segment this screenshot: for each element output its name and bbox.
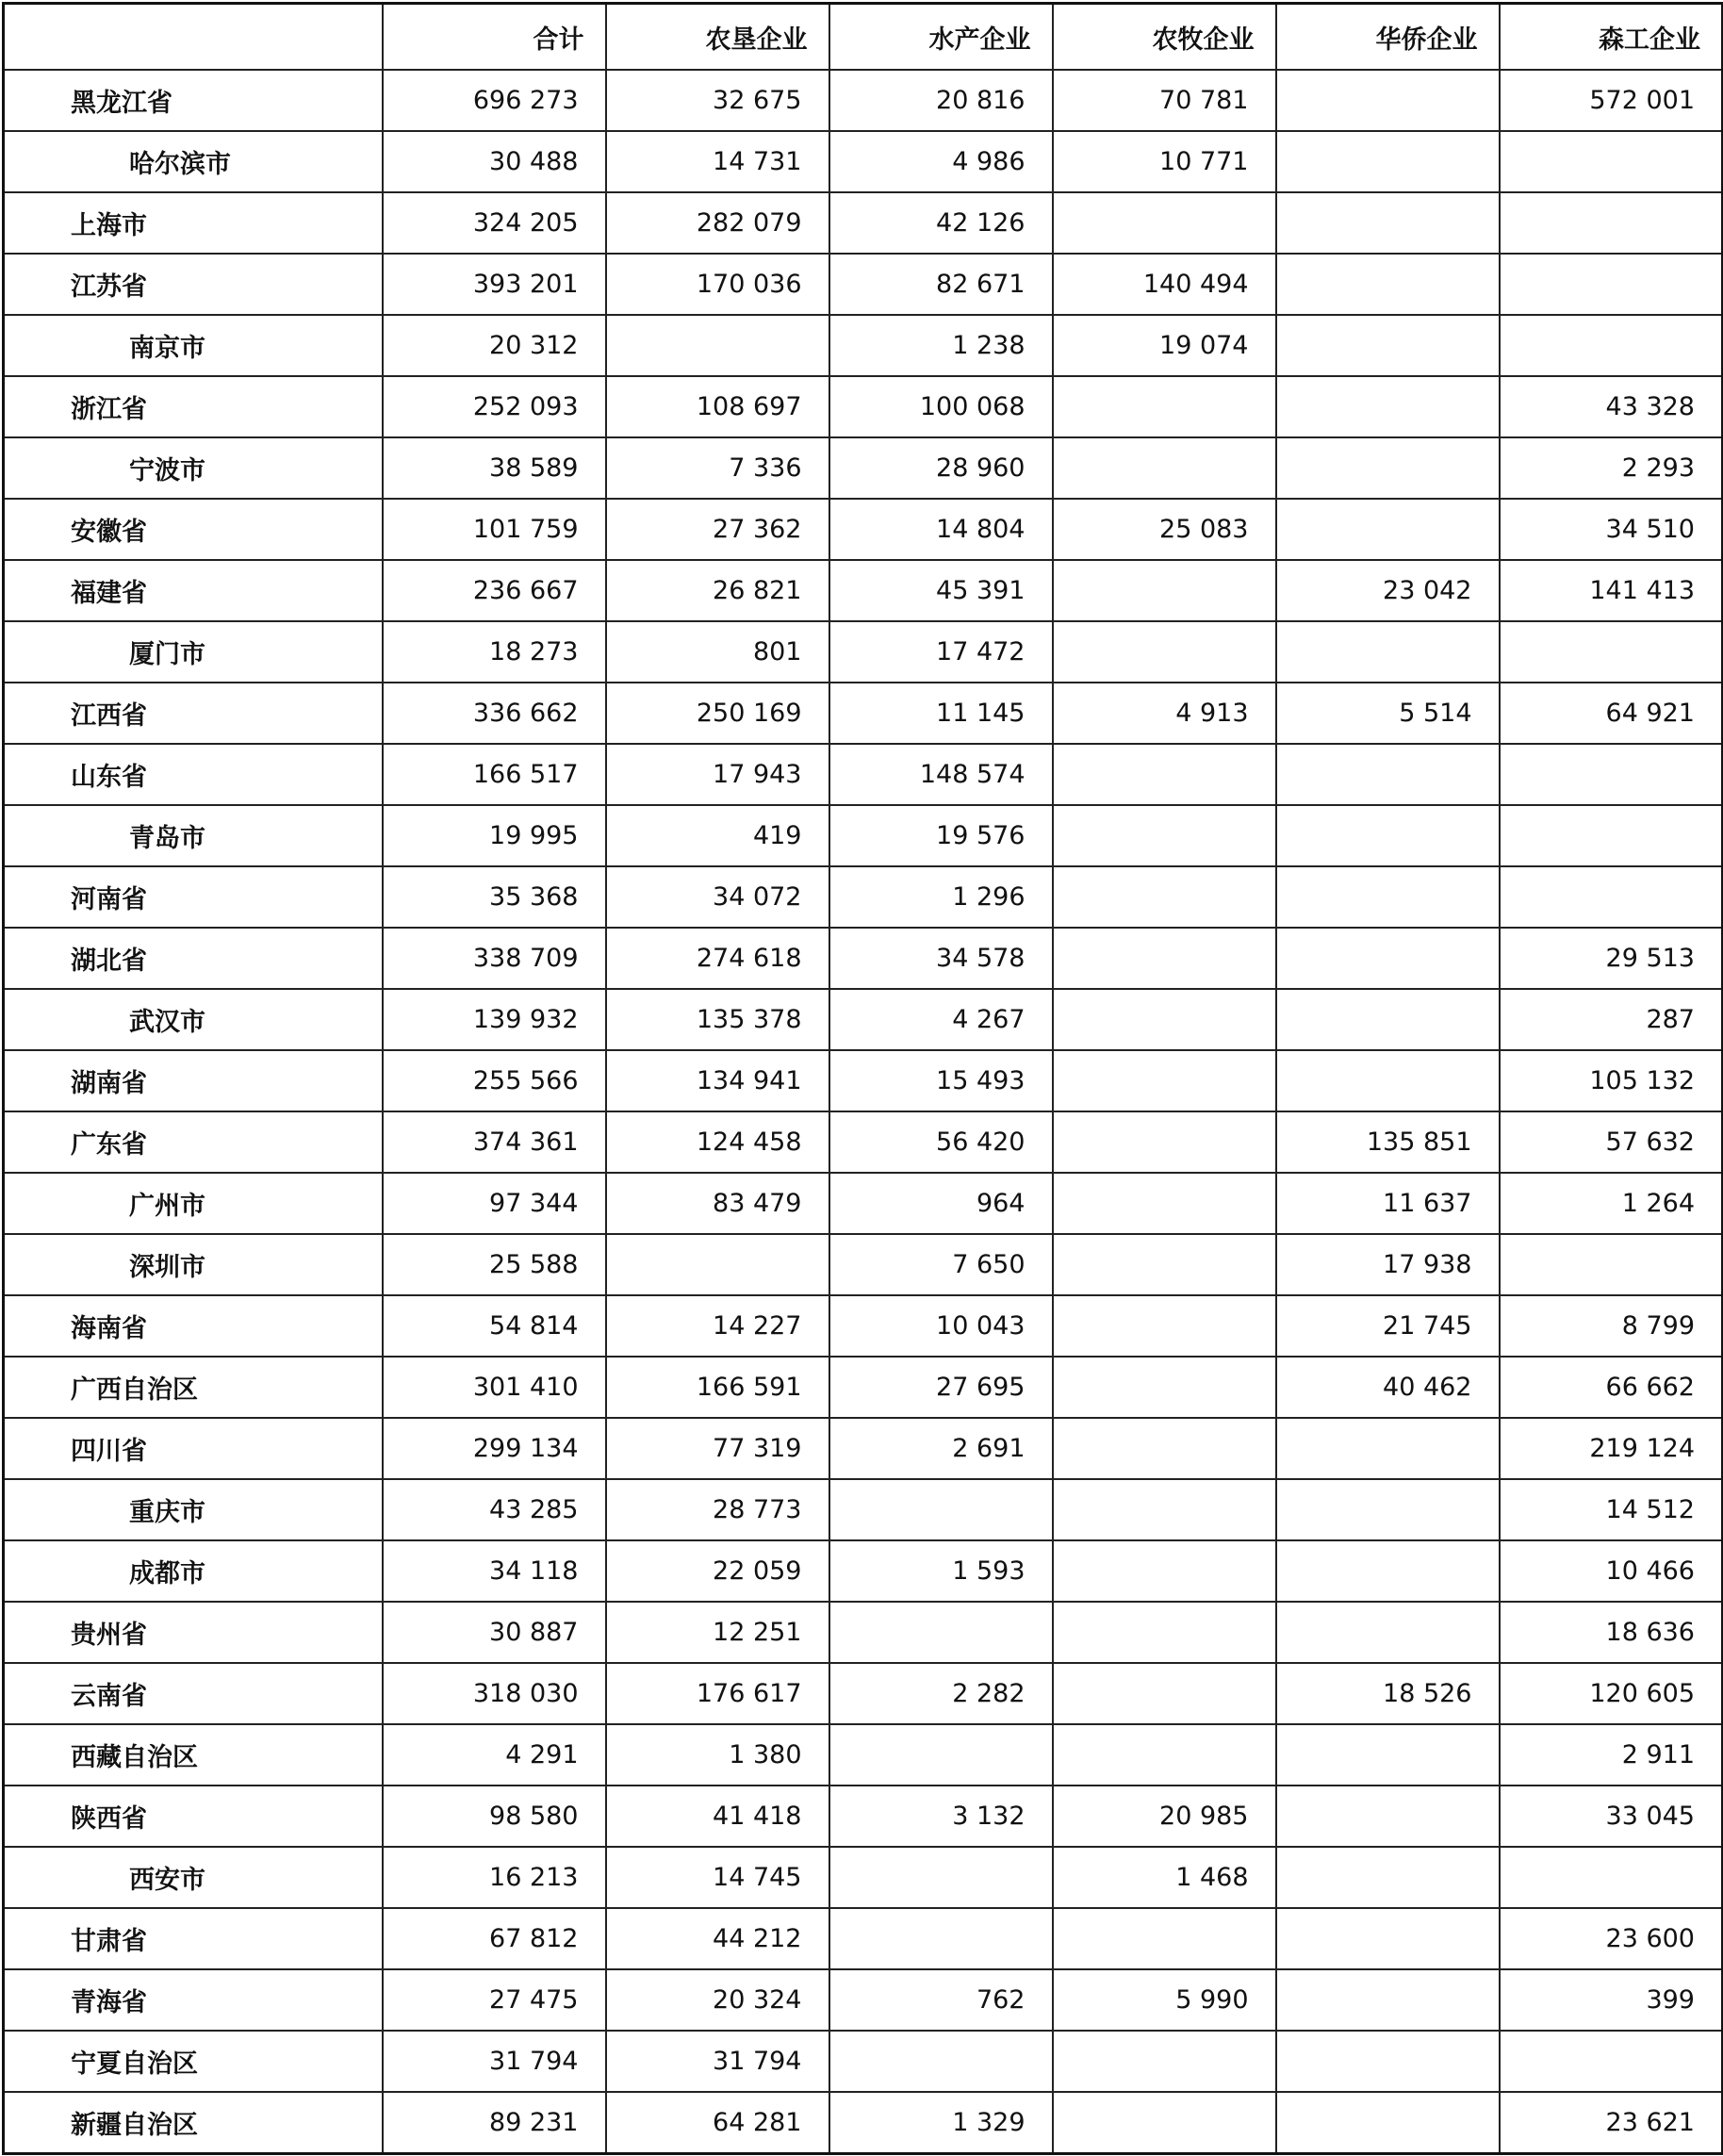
value-cell-forestry [1500,866,1723,928]
value-cell-aquatic: 2 282 [829,1663,1053,1724]
value-cell-overseas-chinese [1276,928,1500,989]
value-cell-total: 34 118 [383,1540,606,1602]
region-name-cell: 南京市 [4,315,383,376]
header-cell-agri-livestock: 农牧企业 [1053,4,1276,71]
value-cell-aquatic: 15 493 [829,1050,1053,1111]
value-cell-forestry: 33 045 [1500,1786,1723,1847]
value-cell-agri-livestock: 19 074 [1053,315,1276,376]
value-cell-forestry: 219 124 [1500,1418,1723,1479]
value-cell-overseas-chinese [1276,1786,1500,1847]
region-name-cell: 浙江省 [4,376,383,437]
value-cell-forestry: 66 662 [1500,1357,1723,1418]
value-cell-forestry: 2 911 [1500,1724,1723,1786]
table-row [4,499,1723,560]
value-cell-aquatic: 1 238 [829,315,1053,376]
value-cell-forestry [1500,805,1723,866]
value-cell-aquatic [829,1479,1053,1540]
table-header [4,4,1723,71]
value-cell-land-reclamation: 108 697 [606,376,829,437]
table-row [4,131,1723,192]
value-cell-agri-livestock: 140 494 [1053,254,1276,315]
value-cell-aquatic: 28 960 [829,437,1053,499]
value-cell-total: 30 488 [383,131,606,192]
table-row [4,1663,1723,1724]
value-cell-land-reclamation: 44 212 [606,1908,829,1969]
value-cell-total: 20 312 [383,315,606,376]
table-row [4,1724,1723,1786]
value-cell-forestry [1500,192,1723,254]
value-cell-land-reclamation: 41 418 [606,1786,829,1847]
value-cell-total: 336 662 [383,683,606,744]
value-cell-agri-livestock [1053,621,1276,683]
value-cell-total: 30 887 [383,1602,606,1663]
value-cell-land-reclamation: 282 079 [606,192,829,254]
value-cell-forestry: 2 293 [1500,437,1723,499]
value-cell-total: 166 517 [383,744,606,805]
value-cell-overseas-chinese [1276,2031,1500,2092]
value-cell-agri-livestock [1053,2031,1276,2092]
value-cell-agri-livestock [1053,1602,1276,1663]
value-cell-land-reclamation: 274 618 [606,928,829,989]
value-cell-total: 236 667 [383,560,606,621]
value-cell-land-reclamation: 34 072 [606,866,829,928]
value-cell-land-reclamation: 20 324 [606,1969,829,2031]
value-cell-aquatic: 762 [829,1969,1053,2031]
region-name-cell: 安徽省 [4,499,383,560]
value-cell-land-reclamation: 32 675 [606,70,829,131]
value-cell-overseas-chinese [1276,499,1500,560]
value-cell-overseas-chinese [1276,376,1500,437]
value-cell-total: 89 231 [383,2092,606,2154]
value-cell-land-reclamation: 801 [606,621,829,683]
value-cell-aquatic: 11 145 [829,683,1053,744]
value-cell-aquatic [829,2031,1053,2092]
table-body [4,70,1723,2154]
value-cell-aquatic: 17 472 [829,621,1053,683]
value-cell-land-reclamation: 12 251 [606,1602,829,1663]
value-cell-overseas-chinese [1276,192,1500,254]
value-cell-agri-livestock: 1 468 [1053,1847,1276,1908]
region-name-cell: 陕西省 [4,1786,383,1847]
value-cell-overseas-chinese [1276,131,1500,192]
value-cell-agri-livestock [1053,1908,1276,1969]
value-cell-overseas-chinese [1276,989,1500,1050]
value-cell-land-reclamation [606,315,829,376]
value-cell-agri-livestock: 4 913 [1053,683,1276,744]
value-cell-forestry: 64 921 [1500,683,1723,744]
header-cell-aquatic: 水产企业 [829,4,1053,71]
region-name-cell: 武汉市 [4,989,383,1050]
value-cell-overseas-chinese [1276,1602,1500,1663]
value-cell-overseas-chinese: 17 938 [1276,1234,1500,1295]
table-row [4,1479,1723,1540]
value-cell-aquatic: 56 420 [829,1111,1053,1173]
value-cell-forestry [1500,744,1723,805]
value-cell-aquatic: 3 132 [829,1786,1053,1847]
value-cell-forestry: 23 600 [1500,1908,1723,1969]
value-cell-overseas-chinese: 18 526 [1276,1663,1500,1724]
value-cell-land-reclamation: 77 319 [606,1418,829,1479]
value-cell-land-reclamation: 26 821 [606,560,829,621]
value-cell-total: 374 361 [383,1111,606,1173]
table-row [4,192,1723,254]
value-cell-aquatic: 14 804 [829,499,1053,560]
value-cell-aquatic [829,1847,1053,1908]
table-row [4,989,1723,1050]
value-cell-agri-livestock [1053,1479,1276,1540]
value-cell-overseas-chinese [1276,254,1500,315]
value-cell-land-reclamation: 22 059 [606,1540,829,1602]
value-cell-overseas-chinese [1276,437,1500,499]
region-name-cell: 云南省 [4,1663,383,1724]
table-row [4,1418,1723,1479]
value-cell-overseas-chinese [1276,1969,1500,2031]
value-cell-agri-livestock [1053,437,1276,499]
value-cell-overseas-chinese: 40 462 [1276,1357,1500,1418]
header-cell-region [4,4,383,71]
value-cell-land-reclamation: 134 941 [606,1050,829,1111]
table-row [4,1540,1723,1602]
value-cell-total: 67 812 [383,1908,606,1969]
table-row [4,560,1723,621]
table-row [4,1357,1723,1418]
table-row [4,2031,1723,2092]
value-cell-land-reclamation: 14 227 [606,1295,829,1357]
value-cell-agri-livestock [1053,192,1276,254]
value-cell-forestry [1500,254,1723,315]
value-cell-agri-livestock [1053,744,1276,805]
value-cell-total: 4 291 [383,1724,606,1786]
value-cell-land-reclamation [606,1234,829,1295]
value-cell-agri-livestock [1053,2092,1276,2154]
value-cell-total: 301 410 [383,1357,606,1418]
value-cell-total: 54 814 [383,1295,606,1357]
region-name-cell: 广州市 [4,1173,383,1234]
value-cell-agri-livestock [1053,1111,1276,1173]
value-cell-land-reclamation: 17 943 [606,744,829,805]
value-cell-forestry [1500,315,1723,376]
region-name-cell: 宁夏自治区 [4,2031,383,2092]
value-cell-aquatic: 45 391 [829,560,1053,621]
region-name-cell: 四川省 [4,1418,383,1479]
value-cell-aquatic: 1 593 [829,1540,1053,1602]
value-cell-forestry: 105 132 [1500,1050,1723,1111]
value-cell-forestry [1500,1234,1723,1295]
region-name-cell: 湖南省 [4,1050,383,1111]
value-cell-total: 97 344 [383,1173,606,1234]
value-cell-aquatic: 4 267 [829,989,1053,1050]
value-cell-forestry: 23 621 [1500,2092,1723,2154]
value-cell-land-reclamation: 135 378 [606,989,829,1050]
value-cell-forestry: 141 413 [1500,560,1723,621]
value-cell-land-reclamation: 124 458 [606,1111,829,1173]
value-cell-aquatic: 20 816 [829,70,1053,131]
value-cell-total: 38 589 [383,437,606,499]
value-cell-total: 696 273 [383,70,606,131]
value-cell-overseas-chinese: 21 745 [1276,1295,1500,1357]
value-cell-agri-livestock: 25 083 [1053,499,1276,560]
region-name-cell: 甘肃省 [4,1908,383,1969]
value-cell-total: 98 580 [383,1786,606,1847]
value-cell-overseas-chinese: 11 637 [1276,1173,1500,1234]
value-cell-total: 31 794 [383,2031,606,2092]
region-name-cell: 成都市 [4,1540,383,1602]
table-row [4,315,1723,376]
value-cell-overseas-chinese [1276,866,1500,928]
region-name-cell: 广西自治区 [4,1357,383,1418]
value-cell-land-reclamation: 28 773 [606,1479,829,1540]
value-cell-land-reclamation: 419 [606,805,829,866]
value-cell-total: 393 201 [383,254,606,315]
value-cell-aquatic: 148 574 [829,744,1053,805]
region-name-cell: 福建省 [4,560,383,621]
region-name-cell: 湖北省 [4,928,383,989]
table-row [4,928,1723,989]
value-cell-agri-livestock [1053,560,1276,621]
value-cell-land-reclamation: 250 169 [606,683,829,744]
region-name-cell: 新疆自治区 [4,2092,383,2154]
table-row [4,1847,1723,1908]
value-cell-total: 139 932 [383,989,606,1050]
value-cell-overseas-chinese [1276,2092,1500,2154]
value-cell-overseas-chinese: 135 851 [1276,1111,1500,1173]
value-cell-aquatic: 964 [829,1173,1053,1234]
value-cell-agri-livestock [1053,866,1276,928]
value-cell-aquatic: 4 986 [829,131,1053,192]
value-cell-aquatic: 82 671 [829,254,1053,315]
value-cell-overseas-chinese [1276,1418,1500,1479]
value-cell-total: 18 273 [383,621,606,683]
value-cell-forestry: 399 [1500,1969,1723,2031]
table-row [4,2092,1723,2154]
region-name-cell: 厦门市 [4,621,383,683]
value-cell-aquatic: 19 576 [829,805,1053,866]
value-cell-land-reclamation: 176 617 [606,1663,829,1724]
value-cell-forestry: 14 512 [1500,1479,1723,1540]
region-name-cell: 西藏自治区 [4,1724,383,1786]
table-row [4,376,1723,437]
table-row [4,744,1723,805]
value-cell-land-reclamation: 170 036 [606,254,829,315]
value-cell-forestry: 8 799 [1500,1295,1723,1357]
value-cell-total: 35 368 [383,866,606,928]
region-name-cell: 青海省 [4,1969,383,2031]
region-name-cell: 哈尔滨市 [4,131,383,192]
table-row [4,1111,1723,1173]
value-cell-forestry: 57 632 [1500,1111,1723,1173]
header-cell-land-reclamation: 农垦企业 [606,4,829,71]
value-cell-total: 101 759 [383,499,606,560]
value-cell-overseas-chinese [1276,1724,1500,1786]
table-row [4,254,1723,315]
region-name-cell: 黑龙江省 [4,70,383,131]
value-cell-overseas-chinese [1276,70,1500,131]
value-cell-total: 25 588 [383,1234,606,1295]
value-cell-agri-livestock [1053,1663,1276,1724]
region-name-cell: 青岛市 [4,805,383,866]
value-cell-total: 338 709 [383,928,606,989]
value-cell-total: 252 093 [383,376,606,437]
table-row [4,437,1723,499]
table-row [4,866,1723,928]
value-cell-total: 299 134 [383,1418,606,1479]
value-cell-forestry: 120 605 [1500,1663,1723,1724]
value-cell-overseas-chinese [1276,621,1500,683]
value-cell-agri-livestock [1053,1050,1276,1111]
value-cell-aquatic: 42 126 [829,192,1053,254]
value-cell-forestry [1500,621,1723,683]
region-name-cell: 贵州省 [4,1602,383,1663]
value-cell-land-reclamation: 166 591 [606,1357,829,1418]
value-cell-land-reclamation: 7 336 [606,437,829,499]
value-cell-total: 255 566 [383,1050,606,1111]
value-cell-overseas-chinese [1276,315,1500,376]
value-cell-forestry: 43 328 [1500,376,1723,437]
value-cell-agri-livestock: 5 990 [1053,1969,1276,2031]
value-cell-land-reclamation: 64 281 [606,2092,829,2154]
value-cell-forestry: 29 513 [1500,928,1723,989]
value-cell-forestry: 18 636 [1500,1602,1723,1663]
value-cell-land-reclamation: 1 380 [606,1724,829,1786]
value-cell-overseas-chinese: 5 514 [1276,683,1500,744]
value-cell-overseas-chinese [1276,1540,1500,1602]
value-cell-forestry [1500,131,1723,192]
value-cell-aquatic: 10 043 [829,1295,1053,1357]
value-cell-agri-livestock [1053,1357,1276,1418]
enterprise-statistics-table [2,2,1723,2155]
region-name-cell: 深圳市 [4,1234,383,1295]
value-cell-overseas-chinese [1276,1847,1500,1908]
value-cell-agri-livestock [1053,1234,1276,1295]
region-name-cell: 宁波市 [4,437,383,499]
table-row [4,621,1723,683]
value-cell-land-reclamation: 83 479 [606,1173,829,1234]
region-name-cell: 江西省 [4,683,383,744]
value-cell-overseas-chinese [1276,1479,1500,1540]
region-name-cell: 重庆市 [4,1479,383,1540]
value-cell-overseas-chinese [1276,1908,1500,1969]
region-name-cell: 山东省 [4,744,383,805]
value-cell-forestry: 10 466 [1500,1540,1723,1602]
table-row [4,1969,1723,2031]
value-cell-agri-livestock [1053,1540,1276,1602]
table-row [4,805,1723,866]
value-cell-aquatic: 7 650 [829,1234,1053,1295]
value-cell-forestry [1500,1847,1723,1908]
value-cell-overseas-chinese: 23 042 [1276,560,1500,621]
value-cell-land-reclamation: 14 731 [606,131,829,192]
value-cell-total: 27 475 [383,1969,606,2031]
value-cell-agri-livestock [1053,1295,1276,1357]
value-cell-agri-livestock [1053,805,1276,866]
region-name-cell: 海南省 [4,1295,383,1357]
value-cell-forestry: 287 [1500,989,1723,1050]
table-row [4,70,1723,131]
table-row [4,1295,1723,1357]
value-cell-agri-livestock: 10 771 [1053,131,1276,192]
value-cell-agri-livestock [1053,989,1276,1050]
value-cell-agri-livestock [1053,1173,1276,1234]
region-name-cell: 广东省 [4,1111,383,1173]
value-cell-land-reclamation: 14 745 [606,1847,829,1908]
value-cell-land-reclamation: 27 362 [606,499,829,560]
value-cell-total: 19 995 [383,805,606,866]
value-cell-aquatic: 1 329 [829,2092,1053,2154]
value-cell-total: 16 213 [383,1847,606,1908]
value-cell-total: 324 205 [383,192,606,254]
value-cell-aquatic: 2 691 [829,1418,1053,1479]
value-cell-agri-livestock: 70 781 [1053,70,1276,131]
value-cell-agri-livestock [1053,376,1276,437]
region-name-cell: 河南省 [4,866,383,928]
value-cell-overseas-chinese [1276,744,1500,805]
value-cell-aquatic: 34 578 [829,928,1053,989]
header-cell-overseas-chinese: 华侨企业 [1276,4,1500,71]
region-name-cell: 上海市 [4,192,383,254]
table-row [4,683,1723,744]
value-cell-aquatic [829,1602,1053,1663]
value-cell-agri-livestock: 20 985 [1053,1786,1276,1847]
region-name-cell: 江苏省 [4,254,383,315]
value-cell-forestry: 1 264 [1500,1173,1723,1234]
header-row [4,4,1723,71]
header-cell-forestry: 森工企业 [1500,4,1723,71]
region-name-cell: 西安市 [4,1847,383,1908]
value-cell-aquatic [829,1724,1053,1786]
value-cell-total: 318 030 [383,1663,606,1724]
table-row [4,1602,1723,1663]
table-row [4,1050,1723,1111]
table-row [4,1173,1723,1234]
table-row [4,1786,1723,1847]
value-cell-overseas-chinese [1276,805,1500,866]
value-cell-overseas-chinese [1276,1050,1500,1111]
value-cell-agri-livestock [1053,1724,1276,1786]
value-cell-forestry: 572 001 [1500,70,1723,131]
table-row [4,1908,1723,1969]
value-cell-aquatic [829,1908,1053,1969]
value-cell-agri-livestock [1053,928,1276,989]
value-cell-aquatic: 27 695 [829,1357,1053,1418]
value-cell-aquatic: 1 296 [829,866,1053,928]
header-cell-total: 合计 [383,4,606,71]
value-cell-aquatic: 100 068 [829,376,1053,437]
value-cell-land-reclamation: 31 794 [606,2031,829,2092]
value-cell-total: 43 285 [383,1479,606,1540]
value-cell-forestry [1500,2031,1723,2092]
table-row [4,1234,1723,1295]
value-cell-forestry: 34 510 [1500,499,1723,560]
value-cell-agri-livestock [1053,1418,1276,1479]
